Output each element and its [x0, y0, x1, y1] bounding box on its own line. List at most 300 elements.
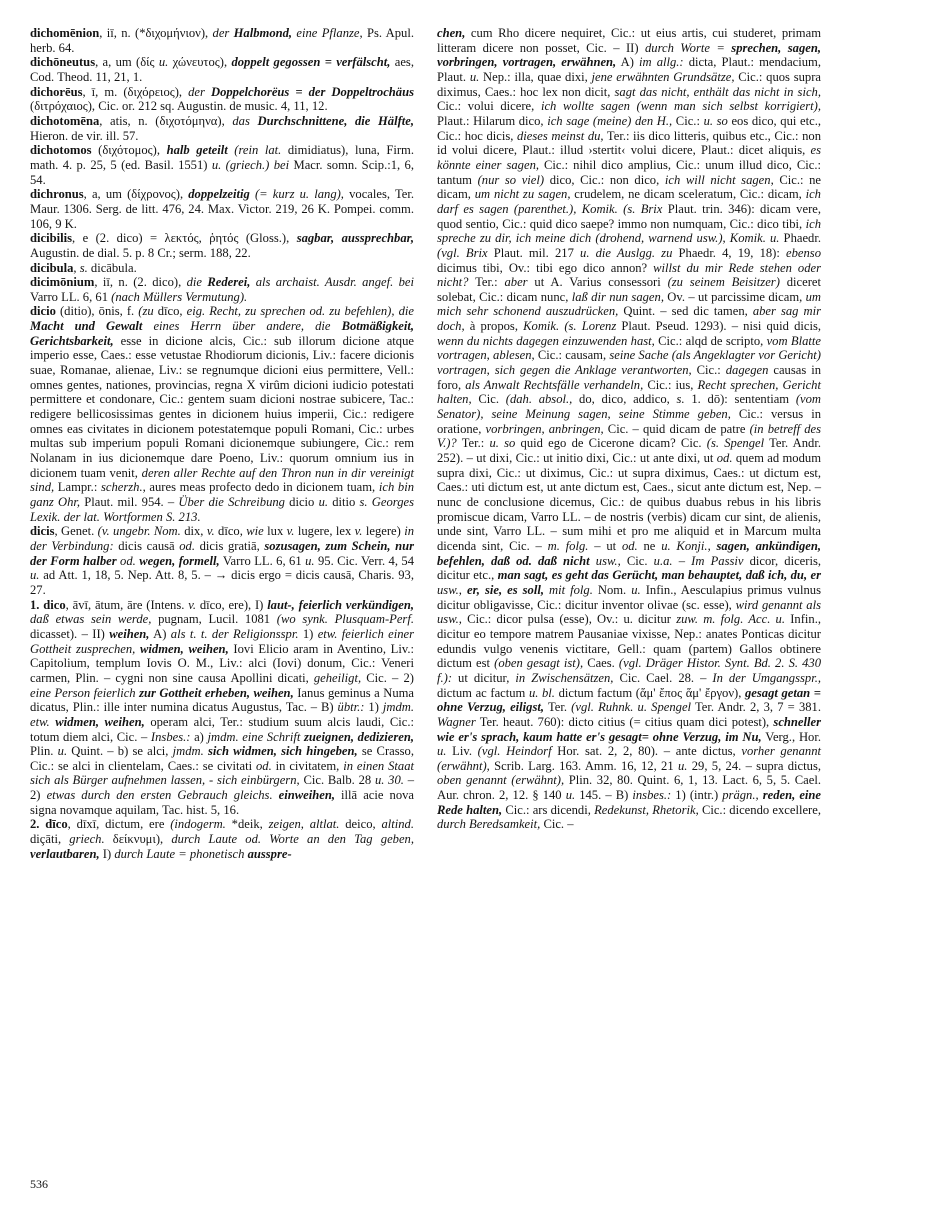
entry-text: dimidiatus), luna, Firm. math. 4. p. 25, 5 (ed. Basil. 1551): [30, 143, 414, 172]
entry-text: dicābula.: [87, 260, 137, 275]
entry-text: Phaedr.: [779, 231, 821, 246]
entry-text: , atis, n. (διχοτόμηνα),: [99, 113, 233, 128]
bold-italic-text: Doppelchorëus = der Doppeltrochäus: [210, 84, 414, 99]
entry-text: diceret solebat, Cic.: dicam nunc,: [437, 275, 822, 304]
italic-text: aber sag mir doch,: [437, 304, 822, 334]
entry-text: χώνευτος),: [168, 55, 232, 70]
entry-text: Hieron. de vir. ill. 57.: [30, 128, 139, 143]
italic-text: laß dir nun sagen,: [571, 289, 664, 304]
entry-text: , iī, n. (*διχομήνιον),: [99, 26, 213, 40]
italic-text: u. Konji.,: [661, 538, 711, 553]
entry-text: Quint. – sed dic tamen,: [618, 304, 753, 319]
entry-text: Ov. – ut parcissime dicam,: [663, 289, 806, 304]
entry-text: Cic.: ius,: [643, 377, 698, 392]
entry-text: δείκνυμι),: [104, 832, 172, 847]
entry-text: quem ad modum supra dixi, Cic.: ut diximus, Cic.: ut supra diximus, Caes.: ut dictum est, Caes.: uti dictum est, ut ante dictum est, Caes., sicut ante dictum est, Nep. – nunc de conclusione dicemus, Cic.: de quibus duabus rebus in his libris promiscue dicam, Varro LL. – de nostris (verbis) dicam cur sint, de alienis, unde sint, Varro LL. – sum mihi et pro me aliquid et in Marcum multa dicenda sint, Cic. –: [437, 451, 821, 553]
entry-headword: dichronus: [30, 187, 84, 202]
italic-text: s.: [676, 392, 685, 407]
entry-text: Cic. Balb. 28: [299, 773, 375, 788]
bold-italic-text: Halbmond,: [233, 26, 293, 40]
italic-text: (nach Müllers Vermutung).: [111, 289, 248, 304]
italic-text: prägn.,: [722, 788, 759, 803]
italic-text: Komik. (s. Lorenz: [523, 319, 617, 334]
entry-text: Plaut. mil. 217: [487, 245, 581, 260]
right-column: [437, 26, 821, 832]
italic-text: (wo synk. Plusquam-Perf.: [276, 612, 414, 627]
italic-text: ich spreche zu dir, ich meine dich (drohend, warnend usw.), Komik. u.: [437, 216, 821, 246]
italic-text: u. bl.: [528, 685, 555, 700]
entry-text: causas in foro,: [437, 363, 822, 392]
entry-text: A): [616, 55, 639, 70]
dictionary-entry: [30, 114, 414, 143]
italic-text: durch Laute od. Worte an den Tag geben,: [171, 832, 414, 847]
italic-text: eine Pflanze,: [292, 26, 363, 40]
entry-text: Plaut. trin. 346): dicam vere, quod sentio, Cic.: quid dico saepe? immo non numquam, Cic.: dico tibi,: [437, 201, 821, 231]
dictionary-entry: [30, 598, 414, 818]
entry-text: Cic.: dicendo excellere,: [698, 802, 821, 817]
italic-text: das: [232, 113, 258, 128]
italic-text: v.: [206, 524, 215, 539]
bold-italic-text: zur Gottheit erheben, weihen,: [139, 685, 294, 700]
entry-text: Cic.: volui dicere,: [437, 99, 541, 114]
italic-text: als t. t. der Religionsspr.: [170, 626, 299, 641]
italic-text: ich darf es sagen (parenthet.), Komik. (s. Brix: [437, 187, 821, 216]
entry-text: dix,: [180, 524, 207, 539]
italic-text: im allg.:: [639, 55, 684, 70]
italic-text: od.: [179, 538, 195, 553]
italic-text: u.: [677, 758, 688, 773]
bold-italic-text: laut-, feierlich verkündigen,: [267, 597, 415, 612]
italic-text: u. 30.: [374, 773, 404, 788]
italic-text: ich bin ganz Ohr,: [30, 480, 414, 509]
italic-text: zuw. m. folg. Acc. u.: [676, 612, 786, 627]
italic-text: u.: [437, 744, 447, 759]
entry-text: ut A. Varius consessori: [527, 275, 668, 290]
italic-text: in einen Staat sich als Bürger aufnehmen lassen, - sich einbürgern,: [30, 758, 414, 788]
entry-text: Iovi Elicio aram in Aventino, Liv.: Capitolium, templum Iovis O. M., Liv.: alci (Iovi) donum, Cic.: Veneri carmen, Plin. – cygni non sine causa Apollini dicati,: [30, 641, 414, 685]
entry-text: Plin.: [30, 744, 58, 759]
entry-text: Ps. Apul. herb. 64.: [30, 26, 414, 55]
entry-text: 95. Cic. Verr. 4, 54: [314, 553, 415, 568]
entry-text: Cic. – 2): [361, 670, 414, 685]
italic-text: s.: [79, 260, 88, 275]
entry-text: Cic.: [620, 553, 654, 568]
entry-text: , dīxī, dictum, ere: [67, 817, 171, 832]
italic-text: od.: [716, 451, 733, 466]
italic-text: vom Blatte vortragen, ablesen,: [437, 333, 821, 363]
italic-text: (indogerm.: [170, 817, 226, 832]
entry-text: (διτρόχαιος), Cic. or. 212 sq. Augustin. de music. 4, 11, 12.: [30, 99, 328, 114]
italic-text: durch Laute = phonetisch: [114, 846, 248, 861]
italic-text: als archaist. Ausdr. angef. bei: [250, 275, 414, 290]
entry-text: Plaut. mil. 954. –: [80, 495, 179, 509]
entry-text: –: [672, 553, 692, 568]
italic-text: v.: [188, 597, 197, 612]
dictionary-entry: [30, 85, 414, 114]
italic-text: als Anwalt Rechtsfälle verhandeln,: [465, 377, 644, 392]
italic-text: (vgl. Heindorf: [477, 744, 552, 759]
entry-text: Hor. sat. 2, 2, 80). – ante dictus,: [551, 744, 742, 759]
dictionary-entry: [30, 275, 414, 304]
entry-text: dico, Cic.: non dico,: [544, 172, 665, 187]
italic-text: jmdm.: [172, 744, 208, 759]
italic-text: u.: [305, 553, 315, 568]
italic-text: eine Person feierlich: [30, 685, 140, 700]
entry-text: Plaut. Pseud. 1293). – nisi quid dicis,: [616, 319, 821, 334]
italic-text: um nicht zu sagen,: [474, 187, 571, 202]
entry-text: Verg., Hor.: [761, 729, 821, 744]
entry-text: aures meas profecto dedo in dicionem tuam,: [145, 480, 379, 495]
bold-italic-text: doppelt gegossen = verfälscht,: [231, 55, 391, 70]
entry-text: Ter.: iis dico litteris, quibus etc., Cic.: non id volui dicere, Plaut.: illud ›stertit‹ volui dicere, Plaut.: dicet aliquis,: [437, 128, 822, 158]
entry-text: Ter.:: [468, 275, 505, 290]
bold-italic-text: man sagt, es geht das Gerücht, man behauptet, daß ich, du, er: [497, 568, 821, 583]
entry-text: dicor, diceris, dicitur etc.,: [437, 553, 822, 583]
italic-text: ebenso: [786, 245, 821, 260]
italic-text: vorbringen, anbringen,: [485, 421, 604, 436]
entry-text: Cic.: nihil dico amplius, Cic.: unum illud dico, Cic.: tantum: [437, 157, 821, 187]
italic-text: jmdm. etw.: [30, 700, 414, 729]
italic-text: (zu: [138, 304, 154, 319]
bold-italic-text: widmen, weihen,: [135, 641, 229, 656]
entry-text: (ditio), ōnis, f.: [55, 304, 139, 319]
entry-text: ad Att. 1, 18, 5. Nep. Att. 8, 5. – → dicis ergo = dicis causā, Charis. 93, 27.: [30, 568, 414, 597]
bold-italic-text: sagbar, aussprechbar,: [296, 231, 414, 246]
italic-text: u.: [158, 55, 169, 70]
bold-italic-text: zueignen, dedizieren,: [304, 729, 414, 744]
italic-text: od.: [621, 538, 638, 553]
italic-text: od.: [255, 758, 272, 773]
entry-text: 29, 5, 24. – supra dictus,: [687, 758, 821, 773]
dictionary-entry: [30, 55, 414, 84]
bold-italic-text: chen,: [437, 26, 466, 40]
italic-text: m. folg.: [547, 538, 589, 553]
entry-text: dīco,: [153, 304, 187, 319]
italic-text: u.a.: [653, 553, 673, 568]
italic-text: usw.,: [437, 582, 467, 597]
italic-text: u. so: [703, 113, 728, 128]
entry-text: Cic. –: [540, 817, 574, 832]
left-column: [30, 26, 414, 861]
bold-italic-text: weihen,: [109, 626, 150, 641]
entry-text: dicta, Plaut.: mendacium, Plaut.: [437, 55, 821, 84]
bold-italic-text: sprechen, sagen, vorbringen, vortragen, erwähnen,: [437, 40, 821, 70]
entry-text: Ter.:: [456, 436, 490, 451]
italic-text: etw. feierlich einer Gottheit zusprechen,: [30, 626, 414, 656]
italic-text: u.: [631, 582, 641, 597]
entry-text: I): [99, 846, 115, 861]
entry-text: Caes.: [583, 656, 619, 671]
italic-text: (s. Spengel: [706, 436, 765, 451]
entry-headword: dichotomēna: [30, 113, 100, 128]
entry-text: ut dicitur,: [452, 670, 516, 685]
entry-text: Scrib. Larg. 163. Amm. 16, 12, 21: [489, 758, 678, 773]
entry-text: ,: [73, 260, 80, 275]
entry-text: ditio: [328, 495, 360, 509]
italic-text: eines Herrn über andere, die: [142, 319, 342, 334]
bold-italic-text: Botmäßigkeit, Gerichtsbarkeit,: [30, 319, 414, 348]
bold-italic-text: reden, eine Rede halten,: [437, 788, 821, 817]
entry-text: quid ego de Cicerone dicam? Cic.: [515, 436, 707, 451]
dictionary-entry: [30, 817, 414, 861]
entry-text: , āvī, ātum, āre (Intens.: [65, 597, 189, 612]
entry-text: Varro LL. 6, 61: [30, 289, 112, 304]
italic-text: altind.: [381, 817, 414, 832]
italic-text: (vgl. Dräger Histor. Synt. Bd. 2. S. 430 f.):: [437, 656, 821, 685]
entry-text: , ī, m. (διχόρειος),: [82, 84, 189, 99]
entry-text: Cic.: causam,: [534, 348, 610, 363]
italic-text: ich wollte sagen (wenn man sich selbst korrigiert),: [540, 99, 821, 114]
entry-text: , iī, n. (2. dico),: [94, 275, 187, 290]
entry-headword: dichomēnion: [30, 26, 100, 40]
entry-text: Cic.: versus in oratione,: [437, 407, 821, 436]
entry-text: Nep.: illa, quae dixi,: [479, 69, 592, 84]
entry-text: vocales, Ter. Maur. 1306. Serg. de litt. 476, 24. Max. Victor. 219, 26 K. Pompei. comm. 106, 9 K.: [30, 187, 414, 231]
dictionary-entry: [30, 261, 414, 276]
italic-text: u.: [469, 69, 480, 84]
italic-text: v.: [354, 524, 363, 539]
bold-italic-text: er, sie, es soll,: [466, 582, 544, 597]
italic-text: usw.,: [589, 553, 621, 568]
entry-text: dīco,: [214, 524, 247, 539]
entry-text: illā acie nova signa novamque aquilam, Tac. hist. 5, 16.: [30, 788, 415, 817]
entry-text: cum Rho dicere nequiret, Cic.: ut eius artis, cui studeret, primam litteram dicere non posset, Cic. – II): [437, 26, 821, 55]
italic-text: geheiligt,: [313, 670, 362, 685]
entry-text: dīco, ere), I): [196, 597, 268, 612]
entry-text: Cic. Cael. 28. –: [613, 670, 713, 685]
entry-text: Ter.: [544, 700, 572, 715]
entry-text: ne: [637, 538, 662, 553]
italic-text: (vgl. Ruhnk. u. Spengel: [571, 700, 692, 715]
entry-text: legere): [362, 524, 405, 539]
italic-text: dieses meinst du,: [517, 128, 604, 143]
italic-text: Wagner: [437, 714, 476, 729]
dictionary-entry: [30, 231, 414, 260]
entry-text: Ter. heaut. 760): dicto citius (= citius quam dici potest),: [475, 714, 774, 729]
italic-text: übtr.:: [337, 700, 365, 715]
entry-text: 1): [364, 700, 383, 715]
bold-italic-text: Rederei,: [207, 275, 251, 290]
entry-text: Macr. somn. Scip.:1, 6, 54.: [30, 157, 414, 187]
italic-text: u.: [565, 788, 576, 803]
bold-italic-text: wegen, formell,: [139, 553, 220, 568]
entry-text: Cic.: ne dicam,: [437, 172, 821, 202]
italic-text: u.: [318, 495, 329, 509]
italic-text: u.: [30, 568, 40, 583]
entry-text: dictum ac factum: [437, 685, 529, 700]
entry-text: Augustin. de dial. 5. p. 8 Cr.; serm. 188, 22.: [30, 245, 251, 260]
dictionary-entry: [30, 26, 414, 55]
italic-text: sagt das nicht, enthält das nicht in sich,: [614, 84, 821, 99]
italic-text: wird genannt als usw.,: [437, 597, 821, 627]
bold-italic-text: sich widmen, sich hingeben,: [207, 744, 358, 759]
italic-text: aber: [504, 275, 528, 290]
entry-text: 1): [298, 626, 318, 641]
italic-text: eig. Recht, zu sprechen od. zu befehlen), die: [186, 304, 414, 319]
italic-text: u. so: [489, 436, 516, 451]
italic-text: durch Worte =: [644, 40, 732, 55]
bold-italic-text: doppelzeitig: [188, 187, 250, 202]
bold-italic-text: gesagt getan = ohne Verzug, eiligst,: [437, 685, 821, 715]
entry-text: 145. – B): [575, 788, 633, 803]
entry-text: Varro LL. 6, 61: [219, 553, 306, 568]
entry-headword: dichotomos: [30, 143, 92, 158]
entry-text: , Genet.: [54, 524, 98, 539]
dictionary-entry: [30, 187, 414, 231]
italic-text: ich will nicht sagen,: [664, 172, 774, 187]
entry-text: (διχότομος),: [91, 143, 167, 158]
italic-text: u.: [57, 744, 68, 759]
italic-text: ich sage (meine) den H.,: [547, 113, 673, 128]
entry-text: Cic.: ars dicendi,: [502, 802, 595, 817]
italic-text: u. (griech.) bei: [211, 157, 290, 172]
entry-text: diçāti,: [30, 832, 70, 847]
italic-text: es könnte einer sagen,: [437, 143, 821, 172]
dictionary-entry: [30, 143, 414, 187]
entry-headword: dicio: [30, 304, 56, 319]
entry-text: lugere, lex: [294, 524, 355, 539]
entry-text: , a, um (δίς: [95, 55, 159, 70]
italic-text: die: [186, 275, 208, 290]
bold-italic-text: einweihen,: [278, 788, 335, 803]
entry-text: – 2): [30, 773, 414, 803]
italic-text: durch Beredsamkeit,: [437, 817, 541, 832]
entry-text: 1. dō): sententiam: [684, 392, 796, 407]
italic-text: vorher genannt (erwähnt),: [437, 744, 821, 773]
italic-text: Über die Schreibung: [178, 495, 285, 509]
entry-text: à propos,: [464, 319, 524, 334]
entry-text: dicis causā: [113, 538, 180, 553]
entry-headword: 2. dīco: [30, 817, 68, 832]
bold-italic-text: ausspre-: [247, 846, 292, 861]
italic-text: der: [212, 26, 234, 40]
italic-text: etwas durch den ersten Gebrauch gleichs.: [46, 788, 279, 803]
bold-italic-text: sagen, ankündigen, befehlen, daß od. daß nicht: [437, 538, 822, 568]
entry-text: Cic.: alqd de scripto,: [654, 333, 767, 348]
entry-text: aes, Cod. Theod. 11, 21, 1.: [30, 55, 414, 84]
entry-text: dicimus tibi, Ov.: tibi ego dico annon?: [437, 260, 654, 275]
dictionary-entry: [30, 524, 414, 597]
italic-text: Recht sprechen, Gericht halten,: [437, 377, 821, 407]
italic-text: (nur so viel): [477, 172, 545, 187]
italic-text: oben genannt (erwähnt),: [437, 773, 565, 788]
entry-text: Cic. – quid dicam de patre: [603, 421, 750, 436]
entry-text: Quint. – b) se alci,: [67, 744, 173, 759]
italic-text: (rein lat.: [227, 143, 282, 158]
italic-text: in der Verbindung:: [30, 524, 415, 553]
italic-text: daß etwas sein werde,: [30, 612, 152, 627]
entry-text: Cic.:: [691, 363, 726, 378]
italic-text: (in betreff des V.)?: [437, 421, 822, 451]
entry-text: Ter. Andr. 252). – ut dixi, Cic.: ut initio dixi, Cic.: ut ante dixi, ut: [437, 436, 822, 466]
italic-text: wenn du nichts dagegen einzuwenden hast,: [437, 333, 655, 348]
dictionary-entry: [30, 304, 414, 524]
entry-text: crudelem, ne dicam sceleratum, Cic.: dicam,: [570, 187, 806, 202]
entry-text: Cic.:: [672, 113, 704, 128]
entry-text: eos dico, qui etc., Cic.: hoc dicis,: [437, 113, 821, 143]
entry-text: Cic.: quos supra diximus, Caes.: hoc lex non dicit,: [437, 69, 822, 99]
entry-text: Cic.: dicor pulsa (esse), Ov.: u. dicitur: [461, 612, 677, 627]
italic-text: (vom Senator), seine Meinung sagen, seine Stimme geben,: [437, 392, 822, 422]
entry-text: Infin., dicitur eo tempore matrem Pausaniae vixisse, Nep.: anates Ponticas dicitur edundis vulgo venenis victitare, Gell.: quam (partem) Gallos obtinere dictum est: [437, 612, 821, 671]
italic-text: Insbes.:: [150, 729, 191, 744]
italic-text: wie: [246, 524, 264, 539]
italic-text: In der Umgangsspr.,: [712, 670, 822, 685]
entry-headword: dichōneutus: [30, 55, 96, 70]
italic-text: jene erwähnten Grundsätze,: [591, 69, 735, 84]
entry-text: Liv.: [446, 744, 478, 759]
entry-text: Ter. Andr. 2, 3, 7 = 381.: [691, 700, 821, 715]
entry-text: deico,: [339, 817, 382, 832]
italic-text: (oben gesagt ist),: [494, 656, 584, 671]
entry-text: A): [149, 626, 171, 641]
entry-text: Nom.: [592, 582, 632, 597]
dictionary-entry: [437, 26, 821, 832]
entry-text: Cic.: [471, 392, 506, 407]
entry-text: dictum factum (ἅμ' ἔπος ἅμ' ἔργον),: [554, 685, 745, 700]
entry-text: dicio: [284, 495, 319, 509]
entry-headword: dicimōnium: [30, 275, 95, 290]
italic-text: v.: [286, 524, 295, 539]
italic-text: Im Passiv: [691, 553, 744, 568]
entry-text: esse in dicione alcis, Cic.: sub illorum dicione atque imperio esse, Caes.: esse vetustae Rhodiorum dicionis, Liv.: facere dicionis suae, Romanae, alienae, Liv.: se regnumque dicioni eius permittere, Vell.: omnes gentes, nationes, provincias, regna X virûm dicioni iudicio potestati permittere et condonare, Cic.: gentem suam dicioni nostrae subicere, Tac.: redigere bellicosissimas gentes in dicionem huius imperii, Cic.: redigere omnes eas civitates in dicionem potestatemque populi Romani, Cic.: urbes multas sub imperium populi Romani dicionemque subiungere, Cic.: rem Nolanam in ius dicionemque dare Poeno, Liv.: quorum omnium ius in dicionem tuam venit,: [30, 333, 414, 480]
entry-text: *deik,: [225, 817, 269, 832]
bold-italic-text: Macht und Gewalt: [30, 319, 143, 334]
italic-text: der: [188, 84, 211, 99]
entry-text: Ianus geminus a Numa dicatus, Plin.: ille inter numina dicatus Augustus, Tac. – B): [30, 685, 415, 715]
italic-text: u. die Auslgg. zu: [580, 245, 673, 260]
entry-text: Plaut.: Hilarum dico,: [437, 113, 548, 128]
italic-text: (dah. absol.,: [505, 392, 573, 407]
entry-headword: dichorēus: [30, 84, 83, 99]
entry-text: a): [190, 729, 208, 744]
italic-text: deren aller Rechte auf den Thron nun in dir vereinigt sind,: [30, 465, 414, 495]
entry-text: lux: [263, 524, 287, 539]
entry-text: Plin. 32, 80. Quint. 6, 1, 13. Lact. 6, 5, 5. Cael. Aur. chron. 2, 12. § 140: [437, 773, 821, 803]
entry-headword: dicis: [30, 524, 55, 539]
entry-text: se Crasso, Cic.: se alci in clientelam, Caes.: se civitati: [30, 744, 414, 773]
italic-text: Redekunst, Rhetorik,: [594, 802, 699, 817]
italic-text: seine Sache (als Angeklagter vor Gericht) vortragen, sich gegen die Anklage verantworten,: [437, 348, 821, 378]
bold-italic-text: schneller wie er's sprach, kaum hatte er's gesagt= ohne Verzug, im Nu,: [437, 714, 821, 744]
italic-text: um mich sehr schonend auszudrücken,: [437, 289, 822, 319]
italic-text: dagegen: [725, 363, 769, 378]
italic-text: (v. ungebr. Nom.: [97, 524, 181, 539]
entry-headword: 1. dico: [30, 597, 66, 612]
bold-italic-text: halb geteilt: [166, 143, 228, 158]
entry-text: Infin., Aesculapius primus vulnus dicitur obligavisse, Cic.: dicitur inventor olivae (sc. esse),: [437, 582, 821, 612]
entry-text: – ut: [588, 538, 622, 553]
entry-text: dicis gratiā,: [194, 538, 265, 553]
entry-headword: dicibilis: [30, 231, 72, 246]
entry-text: in civitatem,: [271, 758, 344, 773]
entry-text: Lampr.:: [54, 480, 101, 495]
italic-text: in Zwischensätzen,: [515, 670, 614, 685]
italic-text: od.: [116, 553, 140, 568]
entry-headword: dicibula: [30, 260, 74, 275]
italic-text: scherzh.,: [100, 480, 146, 495]
italic-text: mit folg.: [543, 582, 593, 597]
entry-text: operam alci, Ter.: studium suum alcis laudi, Cic.: totum diem alci, Cic. –: [30, 714, 414, 744]
bold-italic-text: widmen, weihen,: [55, 714, 145, 729]
italic-text: willst du mir Rede stehen oder nicht?: [437, 260, 821, 290]
entry-text: pugnam, Lucil. 1081: [151, 612, 277, 627]
italic-text: (= kurz u. lang),: [249, 187, 344, 202]
italic-text: insbes.:: [632, 788, 672, 803]
italic-text: (vgl. Brix: [437, 245, 488, 260]
entry-text: 1) (intr.): [671, 788, 723, 803]
entry-text: dicasset). – II): [30, 626, 110, 641]
